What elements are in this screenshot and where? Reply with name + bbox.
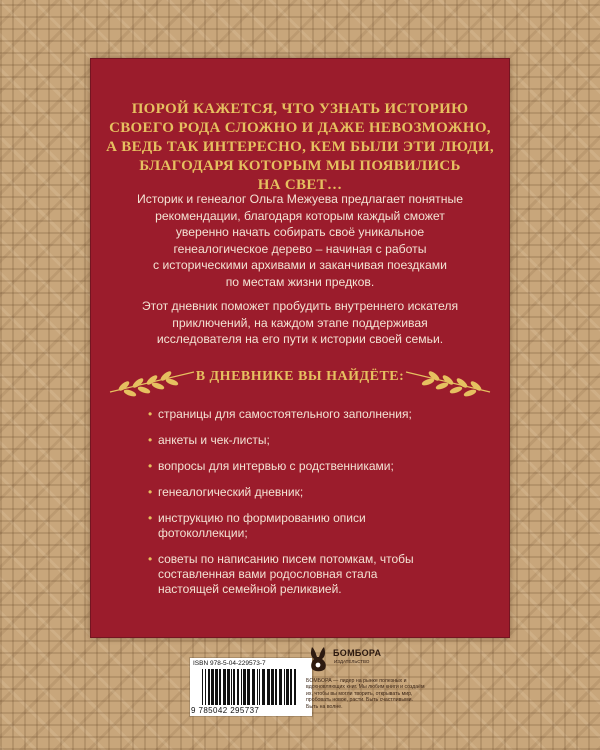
summary-paragraph [90,298,510,348]
paragraph-line: Историк и генеалог Ольга Межуева предлагает понятные [136,192,464,206]
paragraph-line: приключений, на каждом этапе поддерживая [172,315,428,330]
barcode-bar [259,669,260,705]
headline-line: А ВЕДЬ ТАК ИНТЕРЕСНО, КЕМ БЫЛИ ЭТИ ЛЮДИ, [106,139,494,155]
description-paragraph [90,191,510,290]
barcode-bar [267,669,270,705]
barcode-bar [252,669,255,705]
bullet: • [148,459,153,473]
barcode-bar [231,669,232,705]
list-item [90,511,510,541]
list-item-text: вопросы для интервью с родственниками; [158,459,394,473]
paragraph-line: генеалогическое дерево – начиная с работы [173,241,427,256]
headline-line: ПОРОЙ КАЖЕТСЯ, ЧТО УЗНАТЬ ИСТОРИЮ [131,101,469,117]
bullet: • [148,511,153,525]
barcode-bar [237,669,239,705]
paragraph-line: с историческими архивами и заканчивая поездками [153,258,447,272]
barcode-bar [271,669,274,705]
list-item-text: фотоколлекции; [158,526,248,540]
barcode-bar [241,669,242,705]
headline-line: СВОЕГО РОДА СЛОЖНО И ДАЖЕ НЕВОЗМОЖНО, [109,120,491,136]
list-item-text: составленная вами родословная стала [158,567,378,581]
barcode-bar [205,669,206,705]
barcode-bar [247,669,250,705]
barcode-bar [219,669,221,705]
paragraph-line: уверенно начать собирать своё уникальное [175,225,425,239]
section-title: В ДНЕВНИКЕ ВЫ НАЙДЁТЕ: [195,369,405,384]
barcode-bar [243,669,246,705]
bullet: • [148,433,153,447]
barcode-bar [290,669,292,705]
list-item-text: генеалогический дневник; [158,485,304,499]
barcode-bar [233,669,235,705]
list-item-text: настоящей семейной реликвией. [158,582,342,596]
feature-list [90,407,510,608]
publisher-note: БОМБОРА — лидер на рынке полезных и вдохновляющих книг. Мы любим книги и создаём их, чтобы вы могли творить, открывать мир, пробовать новое, расти. Быть счастливыми. Быть на волне. [306,678,425,710]
isbn-barcode [190,658,312,716]
barcode-bar [215,669,218,705]
list-item [90,459,510,474]
list-item [90,433,510,448]
list-item [90,552,510,597]
paragraph-line: рекомендации, благодаря которым каждый сможет [155,208,445,223]
barcode-bar [275,669,277,705]
bullet: • [148,552,153,566]
headline-line: НА СВЕТ… [257,177,343,193]
barcode-bar [284,669,285,705]
cover-panel [90,58,510,638]
bullet: • [148,485,153,499]
headline [90,100,510,195]
barcode-bar [257,669,258,705]
bullet: • [148,407,153,421]
list-item-text: инструкцию по формированию описи [158,511,366,525]
barcode-bar [223,669,226,705]
barcode-bar [208,669,210,705]
barcode-bar [211,669,214,705]
publisher-name: БОМБОРА [333,648,382,658]
barcode-number: 9 785042 295737 [191,706,260,715]
barcode-icon [200,669,304,705]
barcode-bar [286,669,289,705]
list-item [90,407,510,422]
paragraph-line: Этот дневник поможет пробудить внутреннего искателя [141,299,459,313]
barcode-bar [227,669,230,705]
publisher-logo [306,645,416,675]
barcode-bar [279,669,282,705]
isbn-label: ISBN 978-5-04-229573-7 [193,660,266,667]
rabbit-logo-icon [306,645,330,673]
publisher-subtitle: ИЗДАТЕЛЬСТВО [334,659,370,664]
list-item [90,485,510,500]
headline-line: БЛАГОДАРЯ КОТОРЫМ МЫ ПОЯВИЛИСЬ [139,158,461,174]
barcode-bar [262,669,265,705]
barcode-bar [202,669,203,705]
list-item-text: анкеты и чек-листы; [158,433,270,447]
list-item-text: советы по написанию писем потомкам, чтобы [158,552,414,566]
barcode-bar [294,669,296,705]
list-item-text: страницы для самостоятельного заполнения; [158,407,412,421]
paragraph-line: по местам жизни предков. [225,274,375,289]
paragraph-line: исследователя на его пути к истории своей семьи. [156,332,444,346]
